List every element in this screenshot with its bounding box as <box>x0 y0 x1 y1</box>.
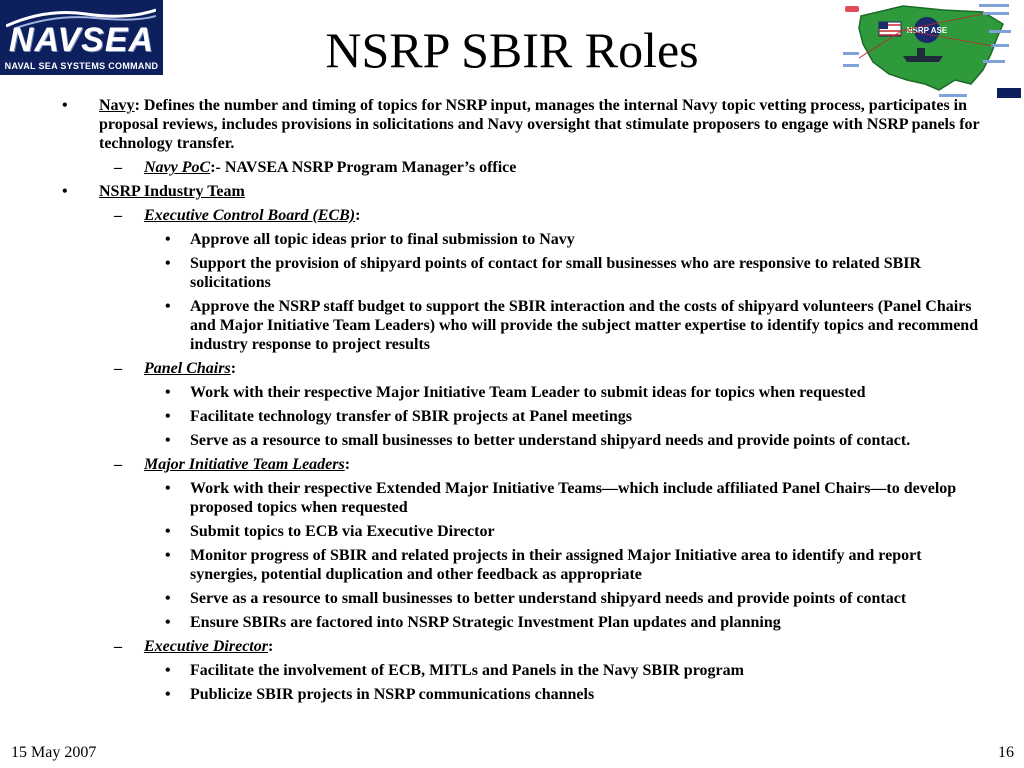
bullet-marker: • <box>165 590 171 607</box>
list-item <box>62 383 992 402</box>
page-title: NSRP SBIR Roles <box>325 22 699 78</box>
page-number: 16 <box>998 744 1014 761</box>
bullet-industry-team <box>62 182 992 201</box>
ecb-item: Support the provision of shipyard points of contact for small businesses who are responsive to related SBIR solicitations <box>190 255 922 291</box>
bullet-marker: • <box>165 384 171 401</box>
bullet-marker: • <box>165 523 171 540</box>
exec-director-item: Publicize SBIR projects in NSRP communications channels <box>190 686 595 703</box>
bullet-marker: • <box>165 408 171 425</box>
panel-chairs-item: Work with their respective Major Initiative Team Leader to submit ideas for topics when requested <box>190 384 866 401</box>
navsea-brand: NAVSEA <box>8 21 155 59</box>
bullet-marker: • <box>165 432 171 449</box>
list-item <box>62 522 992 541</box>
nsrp-ase-map-logo <box>843 0 1024 100</box>
subheading-mitl <box>62 455 992 474</box>
mitl-item: Submit topics to ECB via Executive Director <box>190 523 495 540</box>
ecb-item: Approve all topic ideas prior to final submission to Navy <box>190 231 575 248</box>
navsea-subtitle: NAVAL SEA SYSTEMS COMMAND <box>4 61 159 71</box>
dash-marker: – <box>114 456 122 473</box>
list-item <box>62 546 992 584</box>
dash-marker: – <box>114 159 122 176</box>
map-logo-label: NSRP ASE <box>906 26 948 35</box>
exec-director-item: Facilitate the involvement of ECB, MITLs and Panels in the Navy SBIR program <box>190 662 744 679</box>
navy-poc-text: :- NAVSEA NSRP Program Manager’s office <box>210 159 517 176</box>
mitl-item: Work with their respective Extended Major Initiative Teams—which include affiliated Panel Chairs—to develop proposed topics when requested <box>190 480 957 516</box>
industry-team-term: NSRP Industry Team <box>99 183 245 200</box>
list-item <box>62 297 992 354</box>
mitl-item: Serve as a resource to small businesses to better understand shipyard needs and provide points of contact <box>190 590 907 607</box>
bullet-navy <box>62 96 992 153</box>
bullet-marker: • <box>165 231 171 248</box>
mitl-item: Monitor progress of SBIR and related projects in their assigned Major Initiative area to identify and report synergies, potential duplication and other feedback as appropriate <box>190 547 922 583</box>
slide-content <box>62 96 992 709</box>
subheading-ecb <box>62 206 992 225</box>
ecb-term: Executive Control Board (ECB) <box>144 207 356 224</box>
list-item <box>62 613 992 632</box>
bullet-navy-poc <box>62 158 992 177</box>
bullet-marker: • <box>165 547 171 564</box>
bullet-marker: • <box>165 662 171 679</box>
ecb-suffix: : <box>355 207 361 224</box>
panel-chairs-item: Serve as a resource to small businesses to better understand shipyard needs and provide points of contact. <box>190 432 911 449</box>
bullet-marker: • <box>165 480 171 497</box>
bullet-marker: • <box>165 298 171 315</box>
dash-marker: – <box>114 207 122 224</box>
list-item <box>62 685 992 704</box>
bullet-marker: • <box>62 183 68 200</box>
subheading-exec-director <box>62 637 992 656</box>
list-item <box>62 479 992 517</box>
panel-chairs-term: Panel Chairs <box>144 360 231 377</box>
list-item <box>62 661 992 680</box>
mitl-term: Major Initiative Team Leaders <box>144 456 345 473</box>
bullet-marker: • <box>165 686 171 703</box>
list-item <box>62 589 992 608</box>
mitl-suffix: : <box>344 456 351 473</box>
bullet-marker: • <box>165 614 171 631</box>
panel-chairs-suffix: : <box>230 360 237 377</box>
bullet-marker: • <box>62 97 68 114</box>
exec-director-suffix: : <box>267 638 274 655</box>
panel-chairs-item: Facilitate technology transfer of SBIR projects at Panel meetings <box>190 408 632 425</box>
exec-director-term: Executive Director <box>144 638 268 655</box>
navy-term: Navy <box>99 97 135 114</box>
ecb-item: Approve the NSRP staff budget to support the SBIR interaction and the costs of shipyard volunteers (Panel Chairs and Major Initiative Team Leaders) who will provide the subject matter expertise to identify topics and recommend industry response to project results <box>190 298 979 353</box>
bullet-marker: • <box>165 255 171 272</box>
subheading-panel-chairs <box>62 359 992 378</box>
navy-text: : Defines the number and timing of topics for NSRP input, manages the internal Navy topic vetting process, participates in proposal reviews, includes provisions in solicitations and Navy oversight that stimulate proposers to engage with NSRP panels for technology transfer. <box>99 97 980 152</box>
dash-marker: – <box>114 360 122 377</box>
list-item <box>62 407 992 426</box>
list-item <box>62 431 992 450</box>
footer-date: 15 May 2007 <box>11 744 97 761</box>
list-item <box>62 254 992 292</box>
list-item <box>62 230 992 249</box>
dash-marker: – <box>114 638 122 655</box>
navy-poc-term: Navy PoC <box>144 159 211 176</box>
mitl-item: Ensure SBIRs are factored into NSRP Strategic Investment Plan updates and planning <box>190 614 781 631</box>
